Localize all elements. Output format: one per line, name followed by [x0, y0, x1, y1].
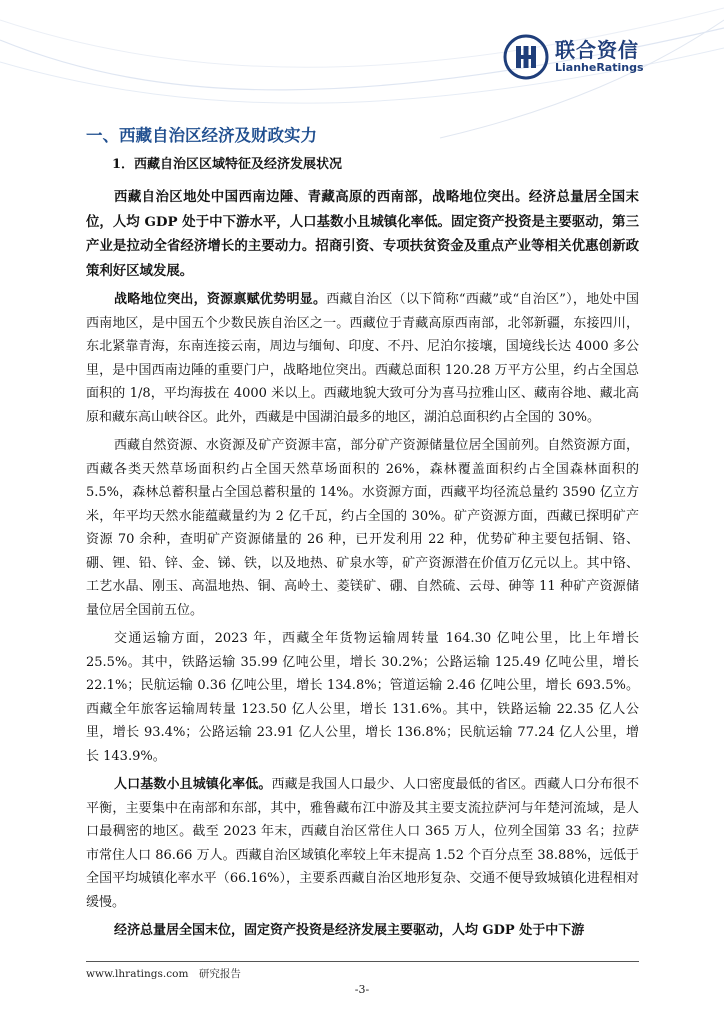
- paragraph-text: 西藏是我国人口最少、人口密度最低的省区。西藏人口分布很不平衡，主要集中在南部和东部，其中，雅鲁藏布江中游及其主要支流拉萨河与年楚河流域，是人口最稠密的地区。截至 2023 年末，西藏自治区常住人口 365 万人，位列全国第 33 名；拉萨市常住人口 86.66 万人。西藏自治区域镇化率较上年末提高 1.52 个百分点至 38.88%，远低于全国平均城镇化率水平（66.16%），主要系西藏自治区地形复杂、交通不便导致城镇化进程相对缓慢。: [86, 777, 639, 910]
- footer-website: www.lhratings.com 研究报告: [86, 968, 241, 980]
- paragraph-lead: 人口基数小且城镇化率低。: [114, 777, 272, 792]
- paragraph-resources: 西藏自然资源、水资源及矿产资源丰富，部分矿产资源储量位居全国前列。自然资源方面，西藏各类天然草场面积约占全国天然草场面积的 26%，森林覆盖面积约占全国森林面积的 5.5%，森林总蓄积量占全国总蓄积量的 14%。水资源方面，西藏平均径流总量约 3590 亿立方米，年平均天然水能蕴藏量约为 2 亿千瓦，约占全国的 30%。矿产资源方面，西藏已探明矿产资源 70 余种，查明矿产资源储量的 26 种，已开发利用 22 种，优势矿种主要包括铜、铬、硼、锂、铅、锌、金、锑、铁，以及地热、矿泉水等，矿产资源潜在价值万亿元以上。其中铬、工艺水晶、刚玉、高温地热、铜、高岭土、菱镁矿、硼、自然硫、云母、砷等 11 种矿产资源储量位居全国前五位。: [86, 438, 639, 618]
- section-title: 一、西藏自治区经济及财政实力: [86, 126, 317, 145]
- paragraph-text: 西藏自治区（以下简称“西藏”或“自治区”），地处中国西南地区，是中国五个少数民族自治区之一。西藏位于青藏高原西南部，北邻新疆，东接四川，东北紧靠青海，东南连接云南，周边与缅甸、印度、不丹、尼泊尔接壤，国境线长达 4000 多公里，是中国西南边陲的重要门户，战略地位突出。西藏总面积 120.28 万平方公里，约占全国总面积的 1/8，平均海拔在 4000 米以上。西藏地貌大致可分为喜马拉雅山区、藏南谷地、藏北高原和藏东高山峡谷区。此外，西藏是中国湖泊最多的地区，湖泊总面积约占全国的 30%。: [86, 292, 639, 425]
- summary-paragraph: 西藏自治区地处中国西南边陲、青藏高原的西南部，战略地位突出。经济总量居全国末位，人均 GDP 处于中下游水平，人口基数小且城镇化率低。固定资产投资是主要驱动，第三产业是拉动全省经济增长的主要动力。招商引资、专项扶贫资金及重点产业等相关优惠创新政策利好区域发展。: [86, 189, 639, 279]
- company-logo: [503, 34, 644, 80]
- paragraph-lead: 战略地位突出，资源禀赋优势明显。: [114, 292, 327, 307]
- lianhe-logo-icon: [503, 34, 549, 80]
- footer-divider: [86, 961, 639, 962]
- logo-english-name: LianheRatings: [555, 61, 644, 74]
- subsection-title: 1．西藏自治区区域特征及经济发展状况: [112, 157, 343, 172]
- paragraph-lead: 经济总量居全国末位，固定资产投资是经济发展主要驱动，人均 GDP 处于中下游: [114, 923, 585, 938]
- paragraph-strategic-position: [86, 288, 639, 429]
- paragraph-population: [86, 773, 639, 914]
- paragraph-transport: 交通运输方面，2023 年，西藏全年货物运输周转量 164.30 亿吨公里，比上年增长 25.5%。其中，铁路运输 35.99 亿吨公里，增长 30.2%；公路运输 125.49 亿吨公里，增长 22.1%；民航运输 0.36 亿吨公里，增长 134.8%；管道运输 2.46 亿吨公里，增长 693.5%。西藏全年旅客运输周转量 123.50 亿人公里，增长 131.6%。其中，铁路运输 22.35 亿人公里，增长 93.4%；公路运输 23.91 亿人公里，增长 136.8%；民航运输 77.24 亿人公里，增长 143.9%。: [86, 631, 639, 764]
- page-number: -3-: [354, 983, 370, 996]
- paragraph-economy: [86, 919, 639, 943]
- logo-chinese-name: 联合资信: [555, 38, 639, 62]
- report-body: [86, 120, 639, 943]
